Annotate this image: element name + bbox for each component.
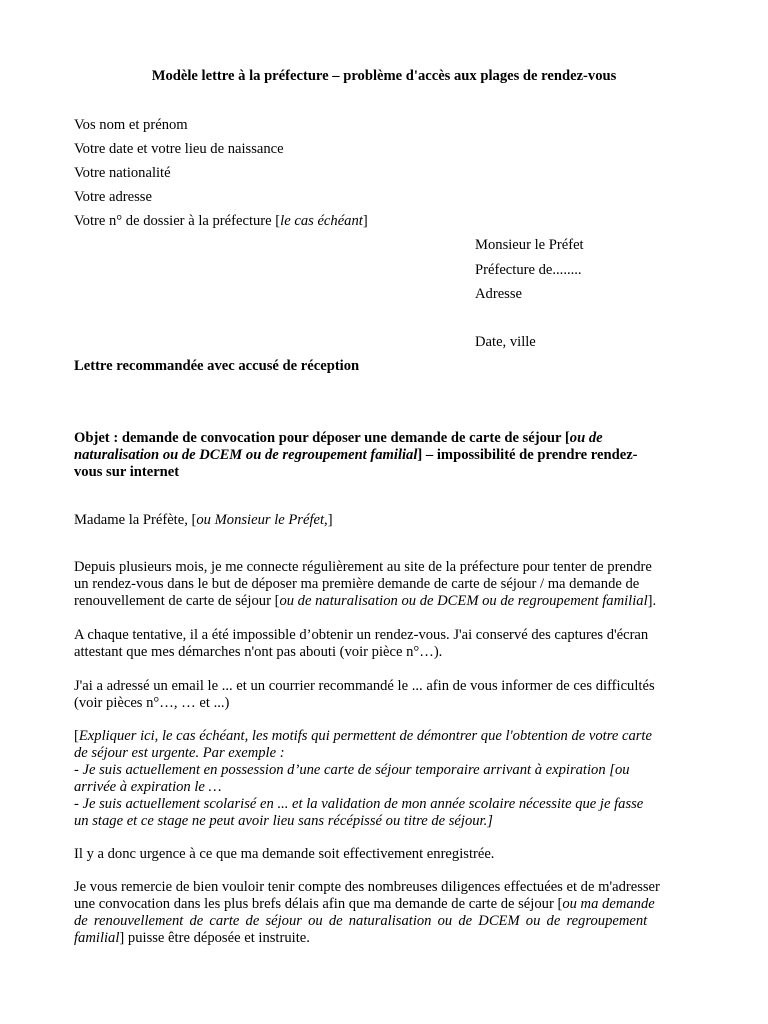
subject-italic: naturalisation ou de DCEM ou de regroupement familial — [74, 447, 418, 463]
paragraph-line: Depuis plusieurs mois, je me connecte régulièrement au site de la préfecture pour tenter de prendre — [74, 559, 652, 575]
paragraph-line — [74, 593, 694, 610]
salutation-text: ] — [327, 512, 333, 528]
subject-block — [74, 430, 694, 481]
recipient-title: Monsieur le Préfet — [475, 237, 584, 253]
paragraph-line: - Je suis actuellement en possession d’une carte de séjour temporaire arrivant à expiration [ou — [74, 762, 630, 778]
paragraph-line: attestant que mes démarches n'ont pas abouti (voir pièce n°…). — [74, 644, 443, 660]
subject-text: ] – impossibilité de prendre rendez- — [417, 447, 638, 463]
salutation-text: Madame la Préfète, [ — [74, 512, 197, 528]
paragraph-text: ] puisse être déposée et instruite. — [119, 930, 310, 946]
paragraph-line: J'ai a adressé un email le ... et un courrier recommandé le ... afin de vous informer de ces difficultés — [74, 678, 655, 694]
paragraph-line — [74, 930, 694, 947]
paragraph-text: renouvellement de carte de séjour [ — [74, 593, 280, 609]
document-title: Modèle lettre à la préfecture – problème d'accès aux plages de rendez-vous — [151, 68, 617, 84]
salutation-italic: ou Monsieur le Préfet, — [196, 512, 328, 528]
paragraph-6 — [74, 879, 694, 947]
sender-birth: Votre date et votre lieu de naissance — [74, 141, 284, 157]
paragraph-5: Il y a donc urgence à ce que ma demande soit effectivement enregistrée. — [74, 846, 495, 862]
paragraph-text: une convocation dans les plus brefs délais afin que ma demande de carte de séjour [ — [74, 896, 563, 912]
paragraph-text: ]. — [647, 593, 657, 609]
paragraph-italic: Expliquer ici, le cas échéant, les motifs qui permettent de démontrer que l'obtention de votre carte — [78, 728, 652, 744]
paragraph-italic: ou ma demande — [562, 896, 655, 912]
paragraph-line — [74, 896, 694, 913]
subject-italic: ou de — [569, 430, 603, 446]
date-city: Date, ville — [475, 334, 536, 350]
paragraph-line: - Je suis actuellement scolarisé en ... et la validation de mon année scolaire nécessite que je fasse — [74, 796, 644, 812]
subject-line-1 — [74, 430, 694, 447]
paragraph-line: (voir pièces n°…, … et ...) — [74, 695, 230, 711]
paragraph-italic: familial — [74, 930, 120, 946]
sender-nationality: Votre nationalité — [74, 165, 171, 181]
sender-address: Votre adresse — [74, 189, 152, 205]
salutation — [74, 512, 333, 529]
paragraph-3 — [74, 678, 694, 712]
sender-name: Vos nom et prénom — [74, 117, 188, 133]
recipient-address: Adresse — [475, 286, 523, 302]
dossier-prefix: Votre n° de dossier à la préfecture [ — [74, 213, 281, 229]
registered-mail-notice: Lettre recommandée avec accusé de réception — [74, 358, 360, 374]
paragraph-line: Je vous remercie de bien vouloir tenir compte des nombreuses diligences effectuées et de m'adresser — [74, 879, 660, 895]
dossier-suffix: ] — [362, 213, 368, 229]
recipient-prefecture: Préfecture de........ — [475, 262, 582, 278]
subject-text: Objet : demande de convocation pour déposer une demande de carte de séjour [ — [74, 430, 570, 446]
paragraph-text: [ — [74, 728, 79, 744]
subject-line-3: vous sur internet — [74, 464, 180, 480]
dossier-italic: le cas échéant — [280, 213, 363, 229]
paragraph-line: un stage et ce stage ne peut avoir lieu sans récépissé ou titre de séjour.] — [74, 813, 493, 829]
paragraph-4 — [74, 728, 694, 830]
paragraph-line: A chaque tentative, il a été impossible d’obtenir un rendez-vous. J'ai conservé des captures d'écran — [74, 627, 649, 643]
paragraph-1 — [74, 559, 694, 610]
sender-dossier — [74, 213, 368, 230]
paragraph-line: de séjour est urgente. Par exemple : — [74, 745, 285, 761]
paragraph-italic: ou de naturalisation ou de DCEM ou de regroupement familial — [279, 593, 648, 609]
paragraph-2 — [74, 627, 694, 661]
paragraph-line — [74, 728, 694, 745]
paragraph-line: un rendez-vous dans le but de déposer ma première demande de carte de séjour / ma demande de — [74, 576, 640, 592]
paragraph-line: de renouvellement de carte de séjour ou de naturalisation ou de DCEM ou de regroupement — [74, 913, 648, 929]
subject-line-2 — [74, 447, 694, 464]
paragraph-line: arrivée à expiration le … — [74, 779, 222, 795]
